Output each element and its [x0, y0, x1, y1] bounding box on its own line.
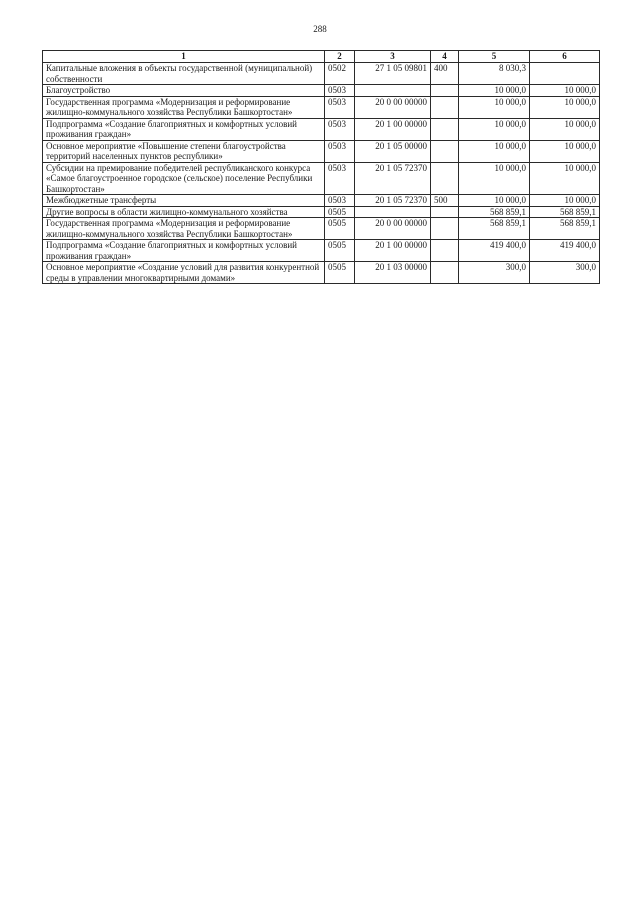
item-name-cell: Государственная программа «Модернизация и реформирование жилищно-коммунального хозяйства Республики Башкортостан» [43, 218, 325, 240]
target-article-cell: 27 1 05 09801 [355, 63, 431, 85]
expense-type-cell [431, 162, 459, 195]
item-name-cell: Основное мероприятие «Создание условий для развития конкурентной среды в управлении многоквартирными домами» [43, 262, 325, 284]
target-article-cell: 20 1 03 00000 [355, 262, 431, 284]
target-article-cell: 20 0 00 00000 [355, 96, 431, 118]
section-code-cell: 0503 [325, 140, 355, 162]
page-number: 288 [313, 24, 327, 34]
column-header: 2 [325, 51, 355, 63]
amount-cell: 10 000,0 [530, 85, 600, 97]
expense-type-cell [431, 85, 459, 97]
section-code-cell: 0505 [325, 218, 355, 240]
amount-cell: 10 000,0 [459, 162, 530, 195]
expense-type-cell [431, 140, 459, 162]
amount-cell: 300,0 [530, 262, 600, 284]
table-row [43, 118, 600, 140]
item-name-cell: Субсидии на премирование победителей республиканского конкурса «Самое благоустроенное городское (сельское) поселение Республики Башкортостан» [43, 162, 325, 195]
amount-cell: 8 030,3 [459, 63, 530, 85]
amount-cell: 10 000,0 [459, 96, 530, 118]
item-name-cell: Межбюджетные трансферты [43, 195, 325, 207]
amount-cell: 10 000,0 [530, 195, 600, 207]
table-row [43, 96, 600, 118]
target-article-cell: 20 1 05 72370 [355, 195, 431, 207]
expense-type-cell [431, 218, 459, 240]
table-row [43, 195, 600, 207]
expense-type-cell: 400 [431, 63, 459, 85]
table-row [43, 85, 600, 97]
section-code-cell: 0503 [325, 118, 355, 140]
column-header: 1 [43, 51, 325, 63]
target-article-cell: 20 1 05 00000 [355, 140, 431, 162]
target-article-cell: 20 1 00 00000 [355, 240, 431, 262]
section-code-cell: 0502 [325, 63, 355, 85]
section-code-cell: 0503 [325, 195, 355, 207]
column-header: 3 [355, 51, 431, 63]
amount-cell: 10 000,0 [459, 140, 530, 162]
expense-type-cell [431, 206, 459, 218]
amount-cell: 568 859,1 [530, 218, 600, 240]
section-code-cell: 0503 [325, 162, 355, 195]
expense-type-cell [431, 240, 459, 262]
target-article-cell: 20 1 05 72370 [355, 162, 431, 195]
section-code-cell: 0505 [325, 240, 355, 262]
section-code-cell: 0505 [325, 262, 355, 284]
table-row [43, 140, 600, 162]
amount-cell: 10 000,0 [530, 118, 600, 140]
amount-cell: 10 000,0 [459, 195, 530, 207]
table-body [43, 63, 600, 284]
table-row [43, 218, 600, 240]
target-article-cell [355, 206, 431, 218]
item-name-cell: Благоустройство [43, 85, 325, 97]
amount-cell: 10 000,0 [530, 96, 600, 118]
expense-type-cell [431, 118, 459, 140]
item-name-cell: Государственная программа «Модернизация и реформирование жилищно-коммунального хозяйства Республики Башкортостан» [43, 96, 325, 118]
amount-cell: 10 000,0 [459, 118, 530, 140]
table-row [43, 63, 600, 85]
expense-type-cell [431, 96, 459, 118]
column-header: 4 [431, 51, 459, 63]
item-name-cell: Другие вопросы в области жилищно-коммунального хозяйства [43, 206, 325, 218]
column-header: 5 [459, 51, 530, 63]
amount-cell [530, 63, 600, 85]
expense-type-cell [431, 262, 459, 284]
section-code-cell: 0503 [325, 96, 355, 118]
table-header-row [43, 51, 600, 63]
amount-cell: 419 400,0 [530, 240, 600, 262]
amount-cell: 300,0 [459, 262, 530, 284]
budget-table [42, 50, 600, 284]
amount-cell: 10 000,0 [459, 85, 530, 97]
target-article-cell: 20 1 00 00000 [355, 118, 431, 140]
amount-cell: 10 000,0 [530, 162, 600, 195]
amount-cell: 568 859,1 [530, 206, 600, 218]
expense-type-cell: 500 [431, 195, 459, 207]
section-code-cell: 0505 [325, 206, 355, 218]
item-name-cell: Основное мероприятие «Повышение степени благоустройства территорий населенных пунктов республики» [43, 140, 325, 162]
target-article-cell: 20 0 00 00000 [355, 218, 431, 240]
target-article-cell [355, 85, 431, 97]
table-row [43, 162, 600, 195]
amount-cell: 419 400,0 [459, 240, 530, 262]
amount-cell: 568 859,1 [459, 206, 530, 218]
section-code-cell: 0503 [325, 85, 355, 97]
table-row [43, 240, 600, 262]
column-header: 6 [530, 51, 600, 63]
item-name-cell: Подпрограмма «Создание благоприятных и комфортных условий проживания граждан» [43, 118, 325, 140]
amount-cell: 10 000,0 [530, 140, 600, 162]
amount-cell: 568 859,1 [459, 218, 530, 240]
table-row [43, 206, 600, 218]
item-name-cell: Капитальные вложения в объекты государственной (муниципальной) собственности [43, 63, 325, 85]
table-row [43, 262, 600, 284]
item-name-cell: Подпрограмма «Создание благоприятных и комфортных условий проживания граждан» [43, 240, 325, 262]
